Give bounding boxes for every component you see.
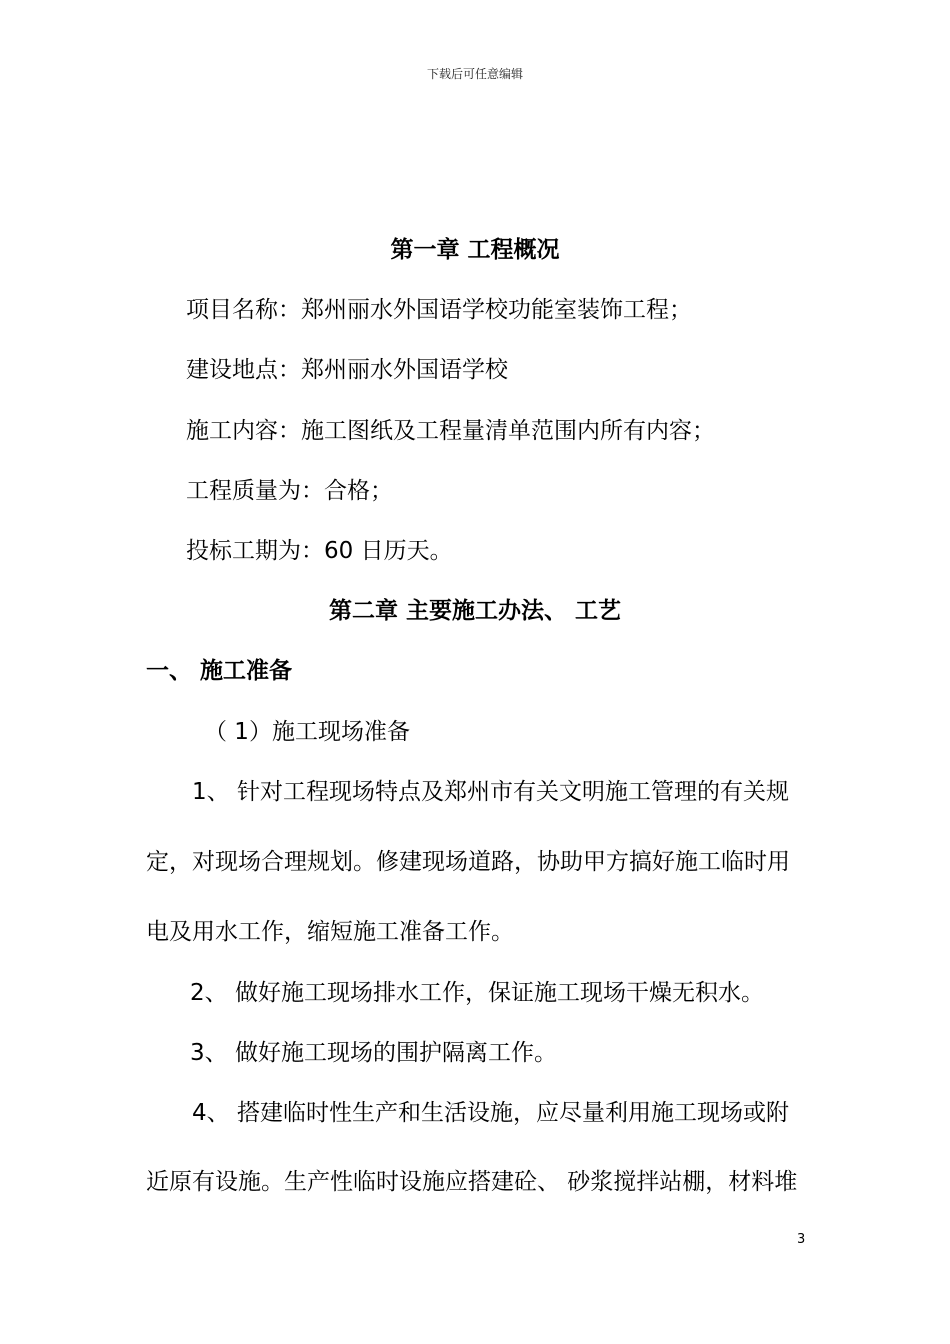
item-1-line-1: 1、 针对工程现场特点及郑州市有关文明施工管理的有关规 <box>192 779 789 805</box>
item-1-line-3: 电及用水工作，缩短施工准备工作。 <box>146 919 514 945</box>
project-name-line: 项目名称：郑州丽水外国语学校功能室装饰工程； <box>186 297 692 323</box>
item-1-line-2: 定，对现场合理规划。修建现场道路，协助甲方搞好施工临时用 <box>146 849 790 875</box>
section-heading: 一、 施工准备 <box>146 658 293 684</box>
subsection-heading: （ 1）施工现场准备 <box>204 719 410 745</box>
item-4-line-1: 4、 搭建临时性生产和生活设施，应尽量利用施工现场或附 <box>192 1100 789 1126</box>
item-4-line-2: 近原有设施。生产性临时设施应搭建砼、 砂浆搅拌站棚，材料堆 <box>146 1169 798 1195</box>
item-3-line: 3、 做好施工现场的围护隔离工作。 <box>190 1040 557 1066</box>
duration-line: 投标工期为：60 日历天。 <box>186 538 453 564</box>
header-note: 下载后可任意编辑 <box>426 67 523 81</box>
content-line: 施工内容：施工图纸及工程量清单范围内所有内容； <box>186 418 715 444</box>
page-number: 3 <box>797 1232 806 1247</box>
chapter-1-title: 第一章 工程概况 <box>390 237 560 263</box>
location-line: 建设地点：郑州丽水外国语学校 <box>186 357 508 383</box>
quality-line: 工程质量为：合格； <box>186 478 393 504</box>
item-2-line: 2、 做好施工现场排水工作，保证施工现场干燥无积水。 <box>190 980 764 1006</box>
chapter-2-title: 第二章 主要施工办法、 工艺 <box>328 598 621 624</box>
